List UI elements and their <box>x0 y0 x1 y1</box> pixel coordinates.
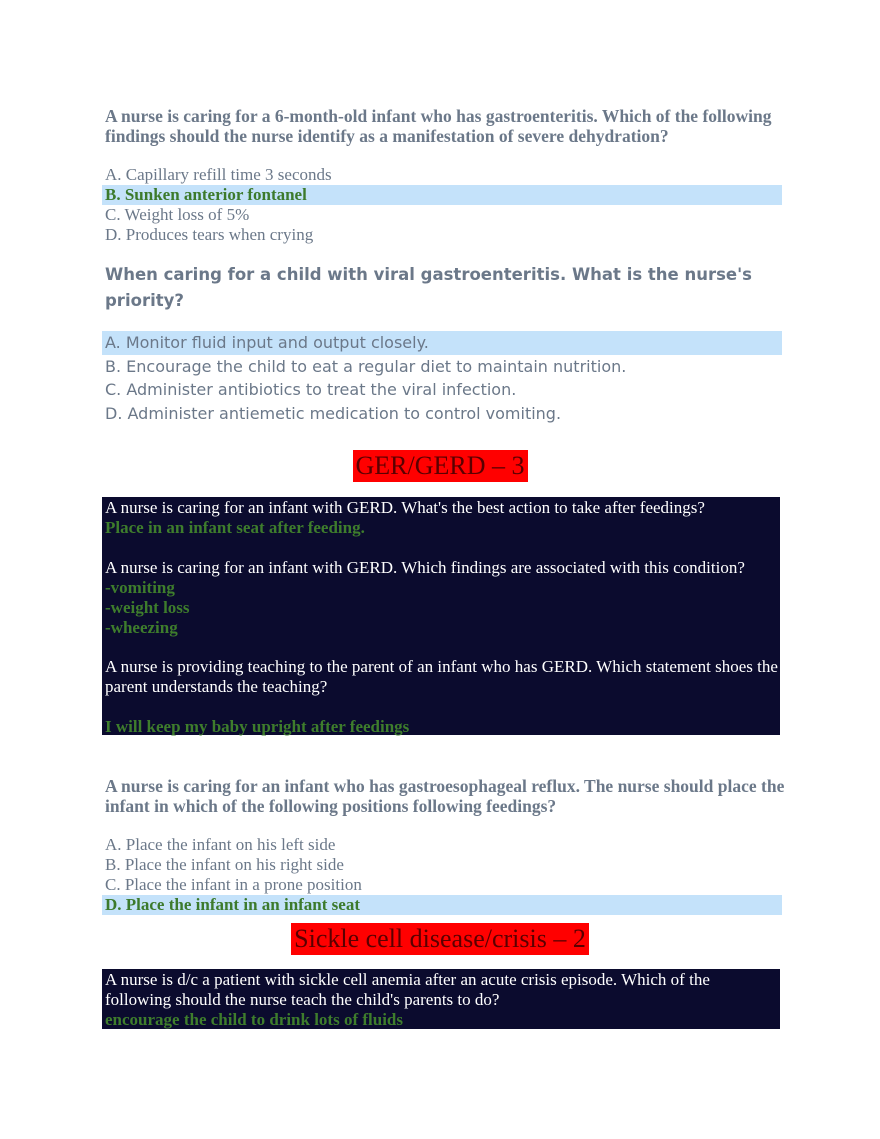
section-heading-ger <box>0 450 880 482</box>
question-text: A nurse is caring for an infant who has gastroesophageal reflux. The nurse should place the infant in which of the following positions following feedings? <box>105 776 785 816</box>
option-b-correct: B. Sunken anterior fontanel <box>102 185 782 205</box>
option-c: C. Weight loss of 5% <box>105 205 250 224</box>
option-c: C. Place the infant in a prone position <box>105 875 362 894</box>
flashcard-question-1: A nurse is d/c a patient with sickle cell anemia after an acute crisis episode. Which of the following should the nurse teach the child's parents to do? <box>105 970 710 1009</box>
flashcard-answer-2-item: -weight loss <box>105 597 190 617</box>
flashcard-answer-3: I will keep my baby upright after feedings <box>105 716 410 736</box>
flashcard-answer-2-item: -wheezing <box>105 617 178 637</box>
option-c: C. Administer antibiotics to treat the viral infection. <box>105 380 517 399</box>
section-heading-text: Sickle cell disease/crisis – 2 <box>291 923 589 955</box>
question-block-dehydration <box>105 106 785 245</box>
option-a: A. Place the infant on his left side <box>105 835 336 854</box>
option-b: B. Encourage the child to eat a regular diet to maintain nutrition. <box>105 356 627 376</box>
option-d-correct: D. Place the infant in an infant seat <box>102 895 782 915</box>
flashcard-answer-2-item: -vomiting <box>105 577 175 597</box>
question-text: A nurse is caring for a 6-month-old infant who has gastroenteritis. Which of the following findings should the nurse identify as a manifestation of severe dehydration? <box>105 106 772 146</box>
section-heading-text: GER/GERD – 3 <box>353 450 528 482</box>
flashcard-question-3: A nurse is providing teaching to the parent of an infant who has GERD. Which statement shoes the parent understands the teaching? <box>105 657 778 696</box>
option-a: A. Capillary refill time 3 seconds <box>105 165 332 184</box>
question-block-viral-gastroenteritis <box>105 262 785 425</box>
section-heading-sickle-cell <box>0 923 880 955</box>
flashcard-question-1: A nurse is caring for an infant with GERD. What's the best action to take after feedings? <box>105 498 705 517</box>
question-text: When caring for a child with viral gastroenteritis. What is the nurse's priority? <box>105 265 752 310</box>
option-a-correct: A. Monitor fluid input and output closely. <box>102 331 782 355</box>
option-d: D. Administer antiemetic medication to control vomiting. <box>105 403 562 423</box>
flashcard-box-sickle-cell <box>102 969 780 1029</box>
question-block-reflux-position <box>105 776 785 915</box>
flashcard-question-2: A nurse is caring for an infant with GERD. Which findings are associated with this condition? <box>105 557 745 577</box>
option-d: D. Produces tears when crying <box>105 225 314 244</box>
flashcard-box-ger <box>102 497 780 735</box>
option-b: B. Place the infant on his right side <box>105 855 344 874</box>
flashcard-answer-1: encourage the child to drink lots of fluids <box>105 1010 403 1029</box>
flashcard-answer-1: Place in an infant seat after feeding. <box>105 518 365 537</box>
